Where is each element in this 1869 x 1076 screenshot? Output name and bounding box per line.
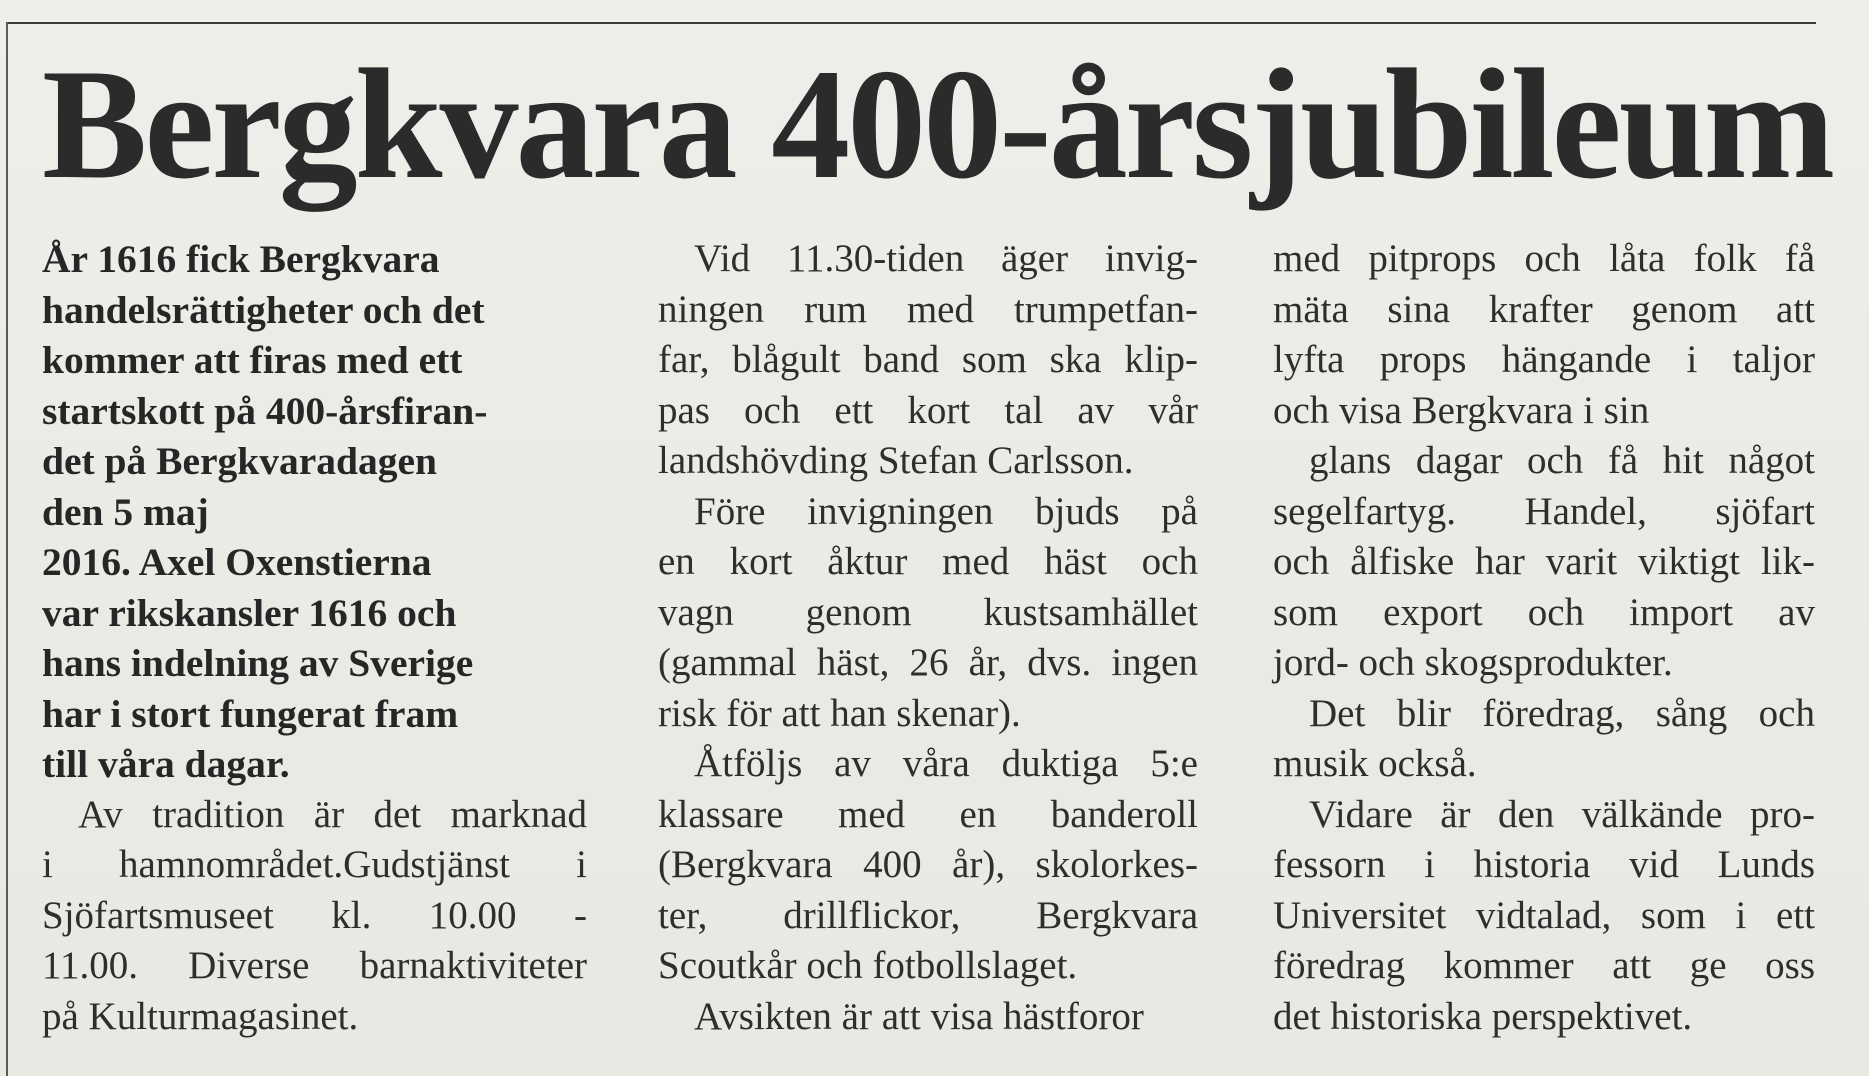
body-line: Avsikten är att visa hästforor <box>694 994 1144 1038</box>
body-line: Före invigningen bjuds på <box>694 489 1198 533</box>
body-line: Av tradition är det marknad <box>78 792 587 836</box>
lead-line: handelsrättigheter och det <box>42 287 485 332</box>
body-line: och ålfiske har varit viktigt lik- <box>1273 540 1815 583</box>
body-line: och visa Bergkvara i sin <box>1273 388 1650 432</box>
body-paragraph <box>42 790 587 1043</box>
headline: Bergkvara 400-årsjubileum <box>42 37 1833 212</box>
body-line: Sjöfartsmuseet kl. 10.00 - <box>42 893 587 937</box>
body-line: lyfta props hängande i taljor <box>1273 338 1815 381</box>
body-line: ningen rum med trumpetfan- <box>658 287 1198 331</box>
body-line: i hamnområdet.Gudstjänst i <box>42 843 587 886</box>
body-line: med pitprops och låta folk få <box>1273 237 1815 280</box>
lead-line: hans indelning av Sverige <box>42 641 474 685</box>
body-line: segelfartyg. Handel, sjöfart <box>1273 489 1815 533</box>
article-column-1 <box>42 234 587 1042</box>
body-line: Scoutkår och fotbollslaget. <box>658 944 1078 987</box>
body-line: landshövding Stefan Carlsson. <box>658 439 1134 482</box>
lead-line: den 5 maj <box>42 489 209 534</box>
body-line: (Bergkvara 400 år), skolorkes- <box>658 843 1198 886</box>
lead-line: 2016. Axel Oxenstierna <box>42 540 432 584</box>
body-line: Universitet vidtalad, som i ett <box>1273 893 1815 937</box>
body-line: far, blågult band som ska klip- <box>658 338 1198 381</box>
body-line: glans dagar och få hit något <box>1309 439 1815 482</box>
article-column-2 <box>658 234 1198 1042</box>
body-line: musik också. <box>1273 742 1477 785</box>
lead-line: det på Bergkvaradagen <box>42 439 437 483</box>
body-line: en kort åktur med häst och <box>658 540 1198 583</box>
body-line: Vidare är den välkände pro- <box>1309 792 1815 836</box>
top-rule <box>8 22 1816 24</box>
lead-line: var rikskansler 1616 och <box>42 590 457 635</box>
body-line: (gammal häst, 26 år, dvs. ingen <box>658 641 1198 684</box>
body-line: det historiska perspektivet. <box>1273 994 1693 1038</box>
lead-line: till våra dagar. <box>42 742 290 786</box>
body-line: pas och ett kort tal av vår <box>658 388 1198 432</box>
body-line: 11.00. Diverse barnaktiviteter <box>42 944 587 987</box>
body-line: Det blir föredrag, sång och <box>1309 691 1815 735</box>
body-line: föredrag kommer att ge oss <box>1273 944 1815 987</box>
lead-paragraph <box>42 234 587 790</box>
body-line: mäta sina krafter genom att <box>1273 287 1815 331</box>
body-line: som export och import av <box>1273 590 1815 634</box>
lead-line: har i stort fungerat fram <box>42 691 459 736</box>
body-line: Åtföljs av våra duktiga 5:e <box>694 742 1198 785</box>
lead-line: kommer att firas med ett <box>42 338 463 382</box>
body-line: klassare med en banderoll <box>658 792 1198 836</box>
body-line: vagn genom kustsamhället <box>658 590 1198 634</box>
body-line: ter, drillflickor, Bergkvara <box>658 893 1198 937</box>
body-line: risk för att han skenar). <box>658 691 1021 735</box>
lead-line: År 1616 fick Bergkvara <box>42 237 440 281</box>
body-line: fessorn i historia vid Lunds <box>1273 843 1815 886</box>
body-line: jord- och skogsprodukter. <box>1273 641 1673 684</box>
body-line: Vid 11.30-tiden äger invig- <box>694 237 1198 280</box>
body-line: på Kulturmagasinet. <box>42 994 359 1038</box>
left-border-rule <box>6 22 8 1076</box>
lead-line: startskott på 400-årsfiran- <box>42 388 488 433</box>
article-column-3 <box>1273 234 1815 1042</box>
